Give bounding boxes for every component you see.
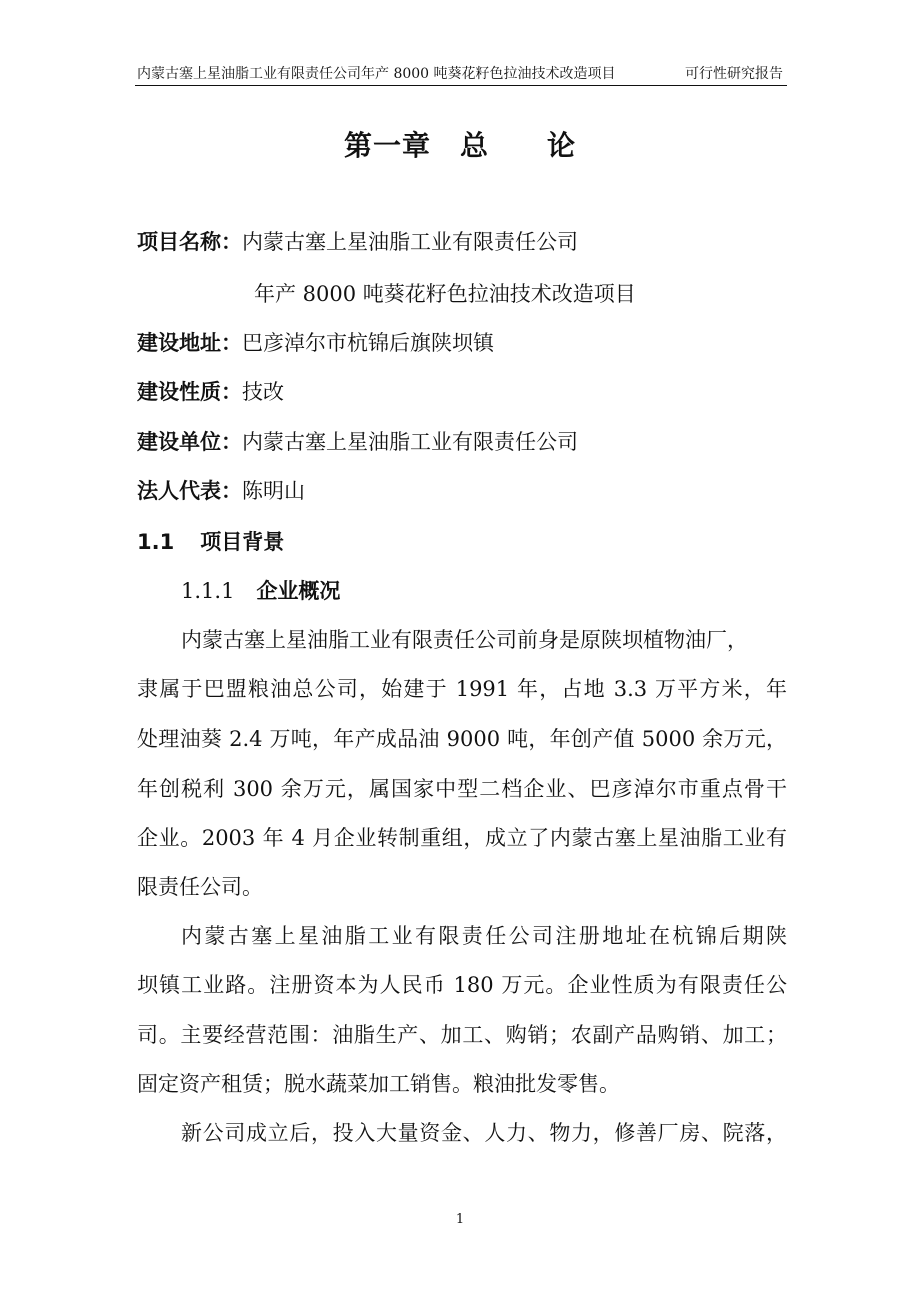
paragraph-line: 企业。2003 年 4 月企业转制重组，成立了内蒙古塞上星油脂工业有 (137, 826, 787, 850)
rep-label: 法人代表： (137, 479, 242, 503)
paragraph-line: 坝镇工业路。注册资本为人民币 180 万元。企业性质为有限责任公 (137, 973, 787, 997)
unit-label: 建设单位： (137, 430, 242, 454)
paragraph-line: 内蒙古塞上星油脂工业有限责任公司注册地址在杭锦后期陕 (181, 924, 787, 948)
unit-value: 内蒙古塞上星油脂工业有限责任公司 (242, 430, 578, 454)
section-title: 项目背景 (200, 530, 285, 554)
paragraph-line: 处理油葵 2.4 万吨，年产成品油 9000 吨，年创产值 5000 余万元， (137, 727, 787, 751)
address-value: 巴彦淖尔市杭锦后旗陕坝镇 (242, 331, 494, 355)
paragraph-line: 新公司成立后，投入大量资金、人力、物力，修善厂房、院落， (181, 1121, 787, 1145)
subsection-number: 1.1.1 (181, 579, 235, 603)
section-heading-1-1-1 (181, 575, 340, 605)
paragraph-line: 限责任公司。 (137, 875, 263, 899)
paragraph-line: 内蒙古塞上星油脂工业有限责任公司前身是原陕坝植物油厂， (181, 628, 748, 652)
rep-row (137, 475, 305, 505)
chapter-title: 第一章 总 论 (343, 129, 576, 162)
address-label: 建设地址： (137, 331, 242, 355)
project-name-value: 内蒙古塞上星油脂工业有限责任公司 (242, 230, 578, 254)
project-name-row (137, 226, 578, 256)
rep-value: 陈明山 (242, 479, 305, 503)
unit-row (137, 426, 578, 456)
page-header-left: 内蒙古塞上星油脂工业有限责任公司年产 8000 吨葵花籽色拉油技术改造项目 (137, 66, 616, 82)
paragraph-line: 司。主要经营范围：油脂生产、加工、购销；农副产品购销、加工； (137, 1023, 787, 1047)
paragraph-line: 隶属于巴盟粮油总公司，始建于 1991 年，占地 3.3 万平方米，年 (137, 677, 787, 701)
section-heading-1-1 (137, 526, 284, 556)
subsection-title: 企业概况 (256, 579, 341, 603)
address-row (137, 327, 494, 357)
nature-row (137, 376, 284, 406)
project-name-label: 项目名称： (137, 230, 242, 254)
page-header-right: 可行性研究报告 (685, 66, 783, 82)
paragraph-line: 固定资产租赁；脱水蔬菜加工销售。粮油批发零售。 (137, 1072, 620, 1096)
nature-label: 建设性质： (137, 380, 242, 404)
header-rule (135, 85, 787, 86)
nature-value: 技改 (242, 380, 284, 404)
page-number: 1 (455, 1212, 465, 1227)
project-name-line2: 年产 8000 吨葵花籽色拉油技术改造项目 (254, 282, 636, 306)
section-number: 1.1 (137, 530, 175, 554)
paragraph-line: 年创税利 300 余万元，属国家中型二档企业、巴彦淖尔市重点骨干 (137, 777, 787, 801)
